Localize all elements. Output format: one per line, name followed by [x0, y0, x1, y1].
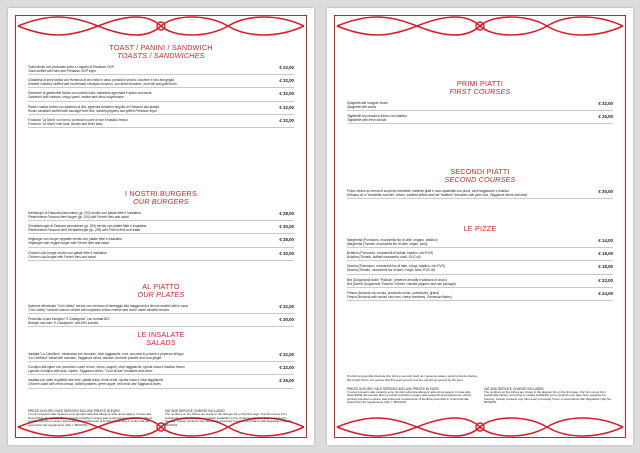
menu-section [28, 190, 294, 263]
menu-item [28, 377, 294, 388]
menu-item [347, 100, 613, 111]
section-title-it: I NOSTRI BURGERS [125, 189, 197, 198]
dish-price: € 26,00 [598, 114, 613, 120]
footer-columns [347, 387, 613, 405]
section-title [28, 331, 294, 347]
dish-name-it: Cheddarburger di Fassona piemontese (gr. 200) servito con patate fritte e insalatina [28, 224, 147, 229]
dish-name-it: Panino rustico farcito con salsiccia di Brà, peperoni arrostiti e lingotto di Predazzo alla piastra [28, 104, 160, 109]
menu-item [28, 364, 294, 375]
footer-head-en: VAT AND SERVICE CHARGE INCLUDED [165, 409, 225, 413]
menu-item [28, 210, 294, 221]
menu-items [347, 100, 613, 124]
dish-name-it: Ciabattina ai semi farcita con Hummus di ceci fatto in casa, pomodori secchi, zucchine e tofu alla griglia [28, 78, 174, 83]
menu-item [347, 188, 613, 199]
dish-name-it: Brà (Gorgonzola dolce "Palzola", peperoni arrostiti e salsiccia di crudo) [347, 277, 447, 282]
dish-price: € 22,00 [598, 277, 613, 283]
dish-price: € 14,00 [598, 238, 613, 243]
menu-items [28, 303, 294, 327]
menu-items [347, 237, 613, 301]
section-title [28, 44, 294, 60]
section-title-it: AL PIATTO [142, 282, 180, 291]
dish-price: € 32,00 [279, 365, 294, 371]
dish-name-it: Bufalina (Pomodoro, mozzarella di bufala, basilico, olio EVO) [347, 251, 434, 256]
menu-section [347, 168, 613, 201]
dish-name-en: Tagliatelle with fresh tomato [347, 118, 387, 123]
dish-name-it: Vegburger con burger vegetale servito con patate fritte e insalatina [28, 237, 122, 242]
section-title-en: OUR BURGERS [133, 197, 189, 206]
menu-item [347, 263, 613, 274]
menu-item [347, 250, 613, 261]
menu-item [28, 90, 294, 101]
pool-note-en: We kindly inform our guests that first and second courses cannot be served by the pool. [347, 377, 464, 382]
footer-head-it: PREZZI IN EURO, IVA E SERVIZIO INCLUSI/ PRICES IN EURO [28, 409, 120, 413]
section-title-en: SECOND COURSES [444, 175, 516, 184]
dish-price: € 28,00 [279, 237, 294, 243]
footer-head-en: VAT AND SERVICE CHARGE INCLUDED [484, 386, 544, 391]
dish-name-en: Diavola (Tomato, mozzarella fior di latte, n'duja, basil, EVO oil) [347, 268, 436, 273]
dish-name-en: Vegburger with veggie burger with French fries and salad [28, 241, 109, 246]
rope-ornament-top [8, 12, 314, 40]
menu-item [28, 104, 294, 115]
dish-name-it: Sandwich di gamberetti farcito con indivia riccia, maionese agrumata e speck croccante [28, 91, 152, 96]
dish-name-en: Spaghetti with clams [347, 105, 377, 110]
menu-section [347, 80, 613, 126]
dish-name-en: Bufalina (Tomato, buffalo mozzarella, basil, EVO oil) [347, 255, 421, 260]
menu-item [347, 113, 613, 124]
menu-item [347, 290, 613, 301]
section-title-it: SECONDI PIATTI [450, 167, 510, 176]
menu-items [28, 351, 294, 389]
price-footer [28, 405, 294, 427]
dish-name-en: Octopus on a "trombetta zucchini" cream, sautéed yellow and red "datterini" tomatoes with pine nuts, Taggiasca olives and basil [347, 193, 527, 198]
menu-items [28, 64, 294, 128]
dish-name-en: Sandwich with shrimps, crispy speck, endive and citrus mayonnaise [28, 95, 124, 100]
section-title [347, 80, 613, 96]
dish-name-en: Biologic raw ham "Il Castagnolo" with BIO burrata [28, 321, 98, 326]
menu-page-right [327, 8, 633, 445]
footer-head-it: PREZZI IN EURO, IVA E SERVIZIO INCLUSI/ PRICES IN EURO [347, 386, 439, 391]
dish-price: € 30,00 [598, 189, 613, 194]
dish-name-en: Chicken club-burger with French fries and salad [28, 254, 96, 259]
menu-item [28, 351, 294, 362]
dish-name-en: Brà (Sweet Gorgonzola "Palzola" cheese, roasted peppers and raw sausage) [347, 281, 456, 286]
section-title-en: OUR PLATES [137, 290, 185, 299]
dish-name-en: "La Ciorellina" salad with avocado, Taggiasca olives, walnuts, turmeric powder and sour ginger [28, 356, 162, 361]
dish-price: € 28,00 [279, 211, 294, 216]
dish-name-it: Polpo verace su crema di zucchine trombette, datterini gialli e rossi spadellati con pinoli, olive taggiasche e basilico [347, 189, 509, 193]
dish-name-it: Margherita (Pomodoro, mozzarella fior di latte, origano, basilico) [347, 238, 438, 242]
dish-price: € 30,00 [279, 317, 294, 323]
dish-name-en: Chicken salad with herbs breast, boiled potatoes, green apple, red onion and Taggiasca olives [28, 382, 161, 387]
section-title-it: TOAST / PANINI / SANDWICH [109, 43, 213, 52]
dish-price: € 32,00 [279, 304, 294, 309]
dish-price: € 30,00 [279, 224, 294, 230]
menu-items [28, 210, 294, 261]
section-title-en: TOASTS / SANDWICHES [117, 51, 205, 60]
section-title [28, 190, 294, 206]
menu-item [28, 236, 294, 247]
dish-price: € 32,00 [598, 101, 613, 106]
menu-section [28, 283, 294, 329]
dish-price: € 22,00 [279, 65, 294, 70]
section-title-it: LE INSALATE [137, 330, 185, 339]
footer-col-en [484, 387, 613, 405]
footer-body-it: I numeri presenti sulle pietanze sono riportati nella lista allergeni nella prima pagina. In base alla disponibilità del mercato alcuni prodotti potrebbero essere stati sottoposti al surgelamento. Alcuni prodotti potrebbero essere stati sottoposti a trattamento di bonifica preventiva in conformità alle prescrizioni del regolamento (CE) n. 853/2004. [347, 389, 472, 405]
section-title-it: LE PIZZE [463, 224, 497, 233]
menu-items [347, 188, 613, 199]
footer-col-it [347, 387, 476, 405]
menu-item [28, 223, 294, 234]
section-title-en: FIRST COURSES [449, 87, 511, 96]
dish-name-en: Piedmontese Fassona beef burger (gr. 200) with French fries and salad [28, 215, 129, 220]
menu-item [28, 64, 294, 75]
dish-name-en: Fresca (focaccia with rocket, raw ham, cherry tomatoes, Parmesan flakes) [347, 294, 452, 299]
menu-section [28, 331, 294, 391]
section-title-en: SALADS [146, 338, 176, 347]
menu-page-left [8, 8, 314, 445]
dish-name-it: Salmone affumicato "Coln Valley" servito con cremoso di formaggio alla maggiorana e limone candito fatti in casa [28, 304, 188, 308]
dish-name-en: Focaccia "La Mora" with tuna, tomato and fresh basil [28, 121, 103, 126]
dish-name-it: Diavola (Pomodoro, mozzarella fior di latte, n'duja, basilico, olio EVO) [347, 264, 446, 269]
dish-name-en: Rustic sandwich stuffed with sausage from Brà, roasted peppers and grilled Predazzo ingot [28, 108, 157, 113]
dish-name-it: Insalata con petto di galletto alle erbe, patate lesse, mela verde, cipolla rossa e olive taggiasche [28, 378, 164, 383]
dish-name-en: Ligurian Cundijun with tuna, capers, Taggiasca olives, "Cuor di bue" tomatoes and onion [28, 369, 153, 374]
price-footer [347, 375, 613, 405]
dish-name-it: Focaccia "La Mora" con tonno, pomodori cuore di bue e basilico fresco [28, 117, 128, 122]
dish-name-en: Margherita (Tomato, mozzarella fior di latte, origan, basil) [347, 242, 428, 247]
dish-name-it: Spaghetti alle vongole veraci [347, 101, 388, 105]
menu-item [347, 277, 613, 288]
dish-name-en: Seeded 'ciabatta' stuffed with homemade chickpea hummus, sun-dried tomatoes, zucchini and grilled tofu [28, 82, 177, 87]
footer-col-en [165, 409, 294, 427]
dish-name-en: Piedmontese Fassona beef cheddarburger (gr. 200) with French fries and salad [28, 228, 141, 233]
dish-price: € 32,00 [279, 91, 294, 97]
menu-item [28, 77, 294, 88]
footer-body-en: The numbers on the dishes are shown in the allergen list on the first page. Our fish comes from sustainable fishing. According to market availability some products may have been subjected to freezing. Certain products may have been previously frozen in accordance with Regulation (CE) No. 853/2004. [484, 389, 612, 405]
rope-ornament-bottom [327, 413, 633, 441]
dish-price: € 26,00 [279, 378, 294, 384]
dish-price: € 32,00 [279, 78, 294, 84]
pool-note-it: Si informa la gentile clientela che primi e secondi piatti non possono essere serviti a bordo piscina. [347, 374, 478, 378]
menu-item [347, 237, 613, 248]
dish-price: € 24,00 [598, 290, 613, 296]
dish-price: € 18,00 [598, 264, 613, 270]
dish-name-it: Toast farcito con prosciutto cotto e Lingotto di Predazzo DOP [28, 65, 115, 69]
dish-name-it: Tagliatelle al pomodoro fresco con basilico [347, 114, 407, 119]
footer-body-it: I numeri presenti sulle pietanze sono riportati nella lista allergeni nella prima pagina. In base alla disponibilità del mercato alcuni prodotti potrebbero essere stati sottoposti al surgelamento. Alcuni prodotti potrebbero essere stati sottoposti a trattamento di bonifica preventiva in conformità alle prescrizioni del regolamento (CE) n. 853/2004. [28, 412, 153, 427]
menu-item [28, 303, 294, 314]
dish-name-it: Insalata "La Ciorellina", misticanza con avocado, olive taggiasche, noci, curcuma in polvere e peperoni all'agro [28, 352, 184, 356]
dish-name-it: Prosciutto crudo biologico "Il Castagnolo" con burrata BIO [28, 317, 110, 322]
section-title [347, 225, 613, 233]
dish-price: € 30,00 [279, 250, 294, 256]
section-title-it: PRIMI PIATTI [456, 79, 504, 88]
dish-price: € 32,00 [279, 117, 294, 123]
dish-name-en: "Coln Valley" smoked salmon served with marjoram cream cheese and home-made candied lemons [28, 308, 170, 313]
menu-item [28, 117, 294, 128]
menu-section [347, 225, 613, 303]
dish-name-it: Hamburger di Fassona piemontese (gr. 200) servito con patate fritte e insalatina [28, 211, 141, 215]
dish-price: € 18,00 [598, 251, 613, 257]
rope-ornament-top [327, 12, 633, 40]
section-title [347, 168, 613, 184]
dish-name-en: Toast stuffed with ham and Predazzo DOP ingot [28, 69, 96, 74]
section-title [28, 283, 294, 299]
footer-body-en: The numbers on the dishes are shown in the allergen list on the first page. Our fish comes from sustainable fishing. According to market availability some products may have been subjected to freezing. Certain products may have been previously frozen in accordance with Regulation (CE) No. 853/2004. [165, 412, 293, 427]
footer-columns [28, 409, 294, 427]
dish-name-it: Cundijun alla ligure con pomodoro cuore di bue, tonno, capperi, olive taggiasche, cipolla rossa e basilico fresco [28, 365, 185, 370]
menu-item [28, 316, 294, 327]
dish-price: € 32,00 [279, 352, 294, 357]
dish-name-it: Fresca (focaccia con rucola, prosciutto crudo, pomodorini, grana) [347, 290, 439, 295]
dish-name-it: Chicken club-burger servito con patate fritte e insalatina [28, 250, 107, 255]
menu-item [28, 250, 294, 261]
footer-col-it [28, 409, 157, 427]
menu-section [28, 44, 294, 130]
dish-price: € 32,00 [279, 104, 294, 110]
